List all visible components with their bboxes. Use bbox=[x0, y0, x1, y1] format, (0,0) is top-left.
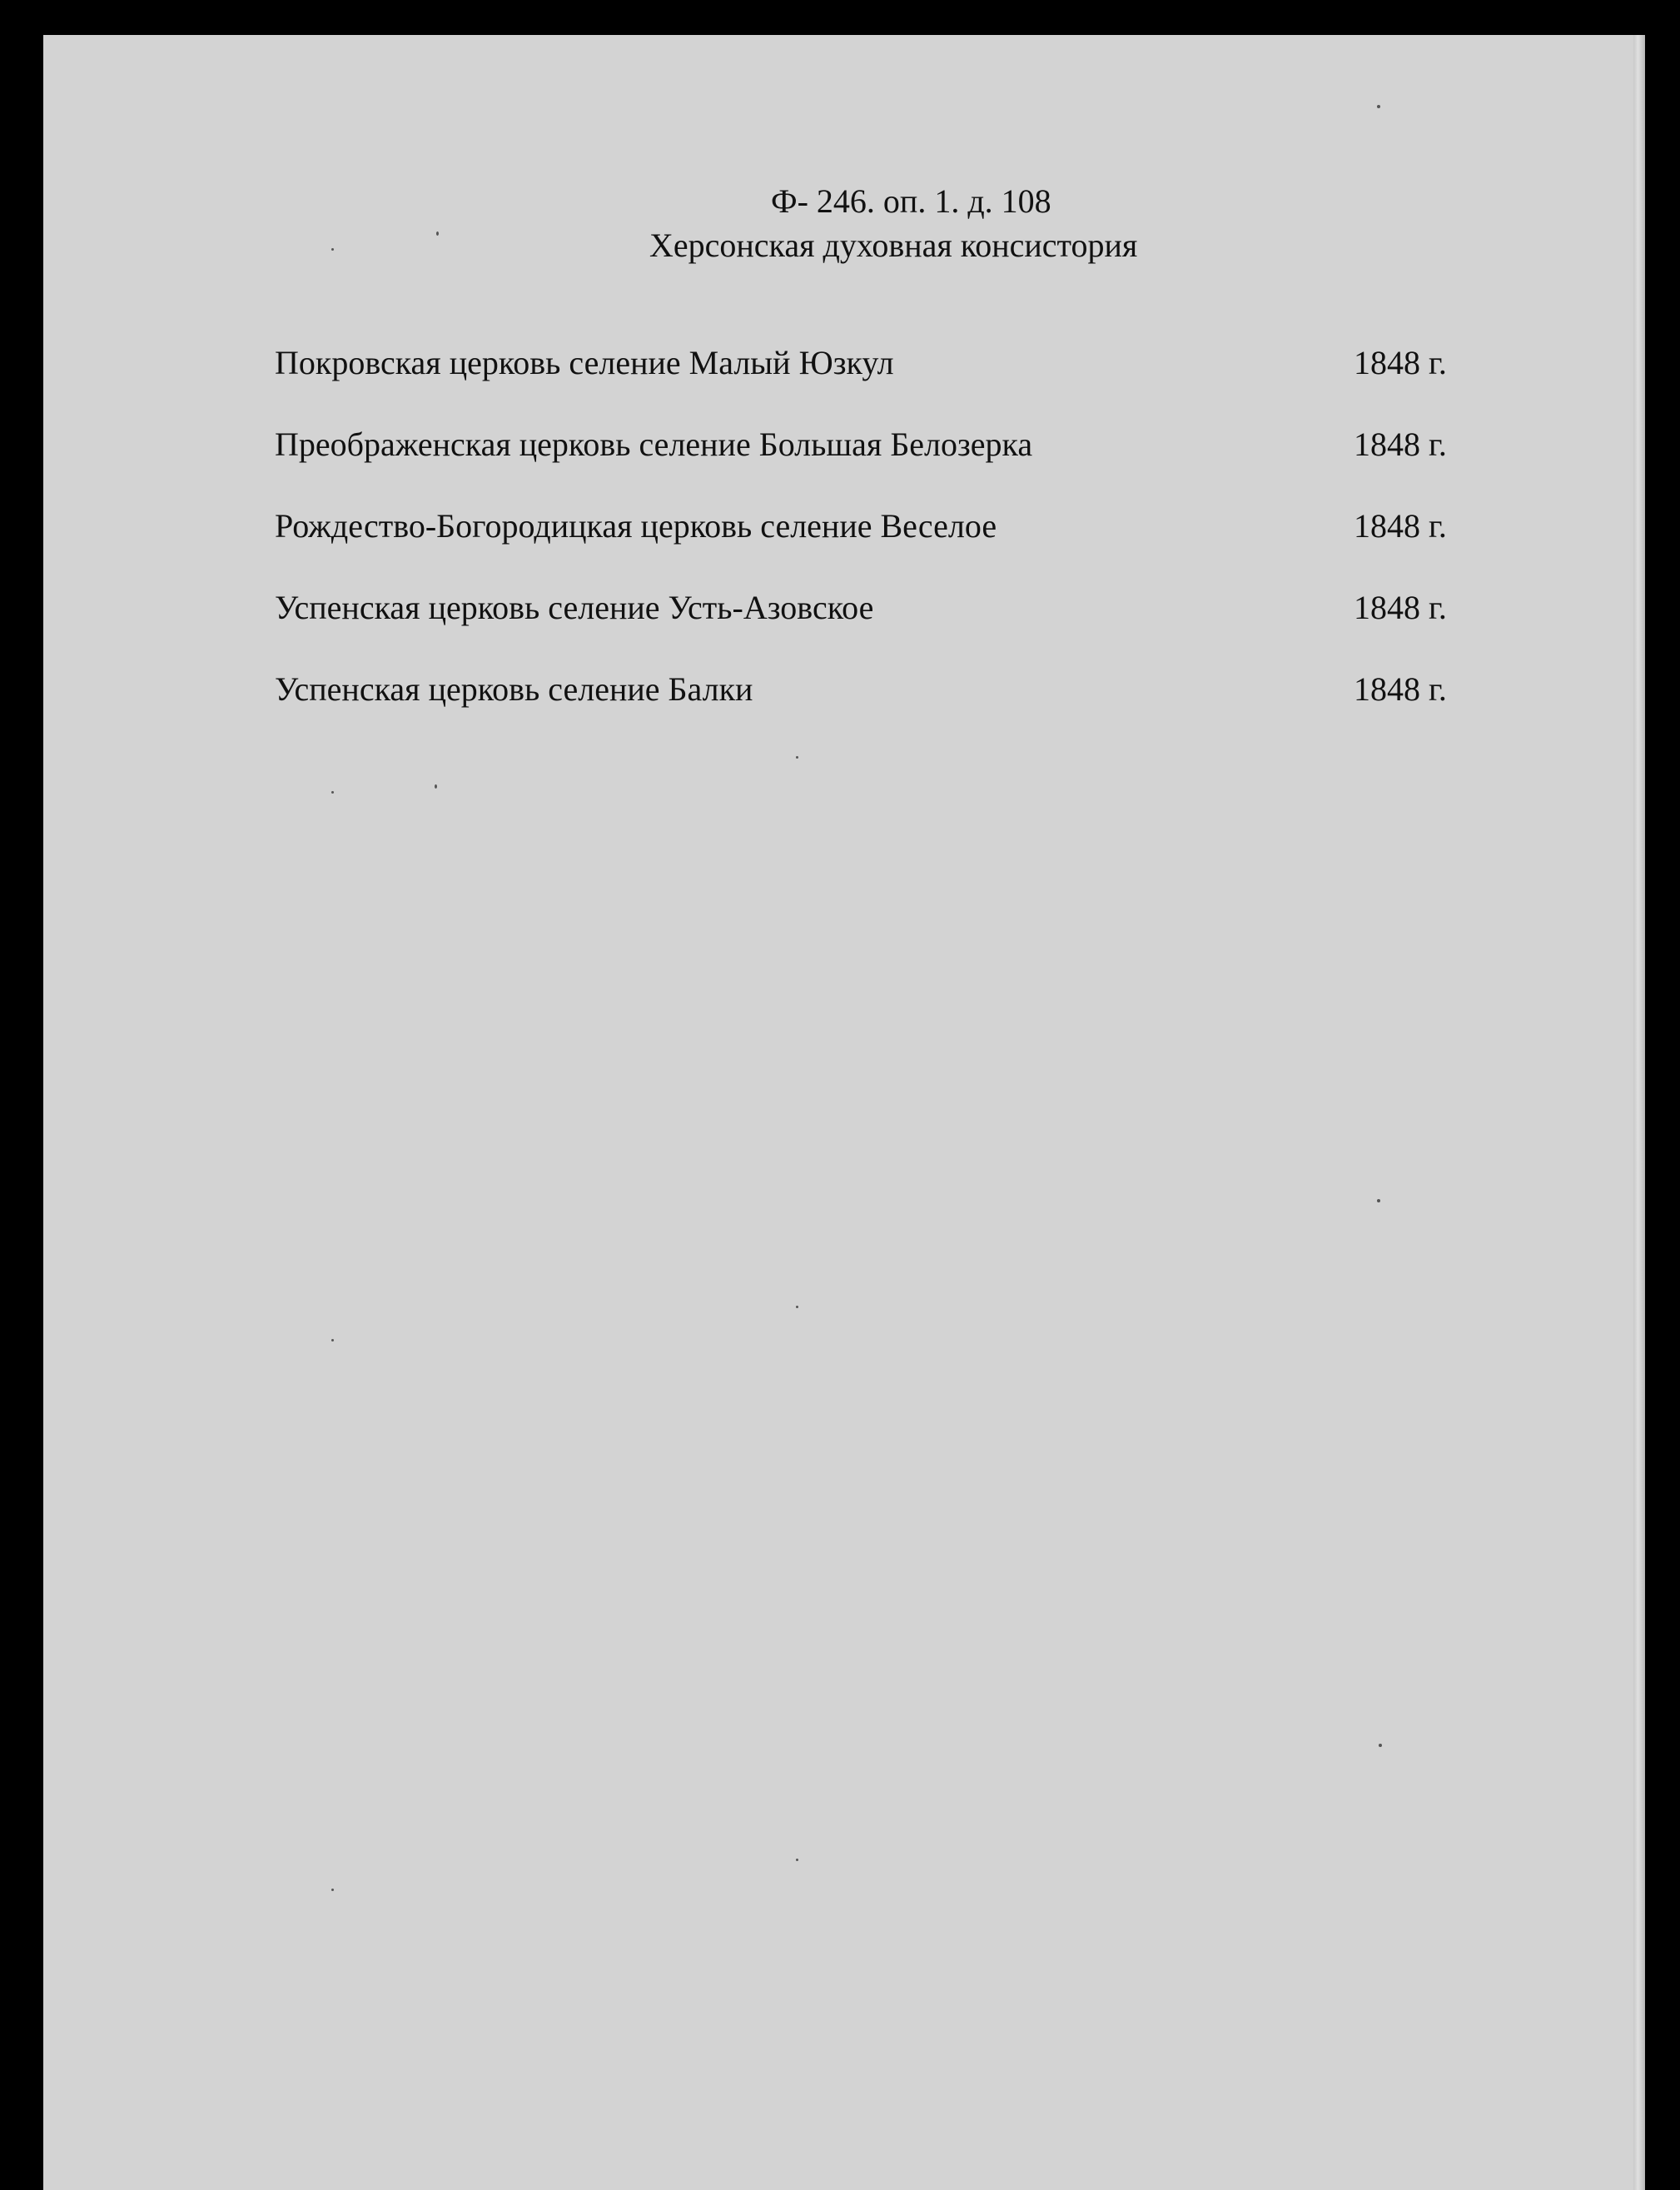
church-list bbox=[275, 343, 1474, 751]
scan-speck bbox=[796, 1306, 798, 1308]
institution-title: Херсонская духовная консистория bbox=[649, 226, 1138, 264]
scan-speck bbox=[796, 1859, 798, 1861]
scan-speck bbox=[436, 231, 439, 236]
church-name: Рождество-Богородицкая церковь селение Веселое bbox=[275, 507, 997, 545]
church-name: Покровская церковь селение Малый Юзкул bbox=[275, 344, 894, 381]
scan-speck bbox=[331, 248, 334, 251]
church-name: Успенская церковь селение Усть-Азовское bbox=[275, 589, 874, 626]
list-item bbox=[275, 669, 1474, 751]
scan-speck bbox=[1377, 105, 1380, 108]
scan-speck bbox=[331, 1339, 334, 1341]
record-year: 1848 г. bbox=[1354, 507, 1447, 545]
scan-speck bbox=[796, 756, 798, 759]
church-name: Преображенская церковь селение Большая Белозерка bbox=[275, 426, 1033, 463]
archive-reference: Ф- 246. оп. 1. д. 108 bbox=[771, 182, 1051, 220]
list-item bbox=[275, 506, 1474, 588]
record-year: 1848 г. bbox=[1354, 589, 1447, 626]
church-name: Успенская церковь селение Балки bbox=[275, 670, 753, 708]
scan-speck bbox=[435, 784, 437, 789]
list-item bbox=[275, 343, 1474, 425]
list-item bbox=[275, 425, 1474, 506]
document-page bbox=[43, 35, 1635, 2190]
scan-speck bbox=[1377, 1199, 1380, 1202]
page-edge bbox=[1633, 35, 1645, 2190]
scan-speck bbox=[331, 791, 334, 794]
record-year: 1848 г. bbox=[1354, 344, 1447, 381]
scan-speck bbox=[1379, 1744, 1382, 1747]
list-item bbox=[275, 588, 1474, 669]
record-year: 1848 г. bbox=[1354, 670, 1447, 708]
record-year: 1848 г. bbox=[1354, 426, 1447, 463]
scan-speck bbox=[331, 1889, 334, 1891]
